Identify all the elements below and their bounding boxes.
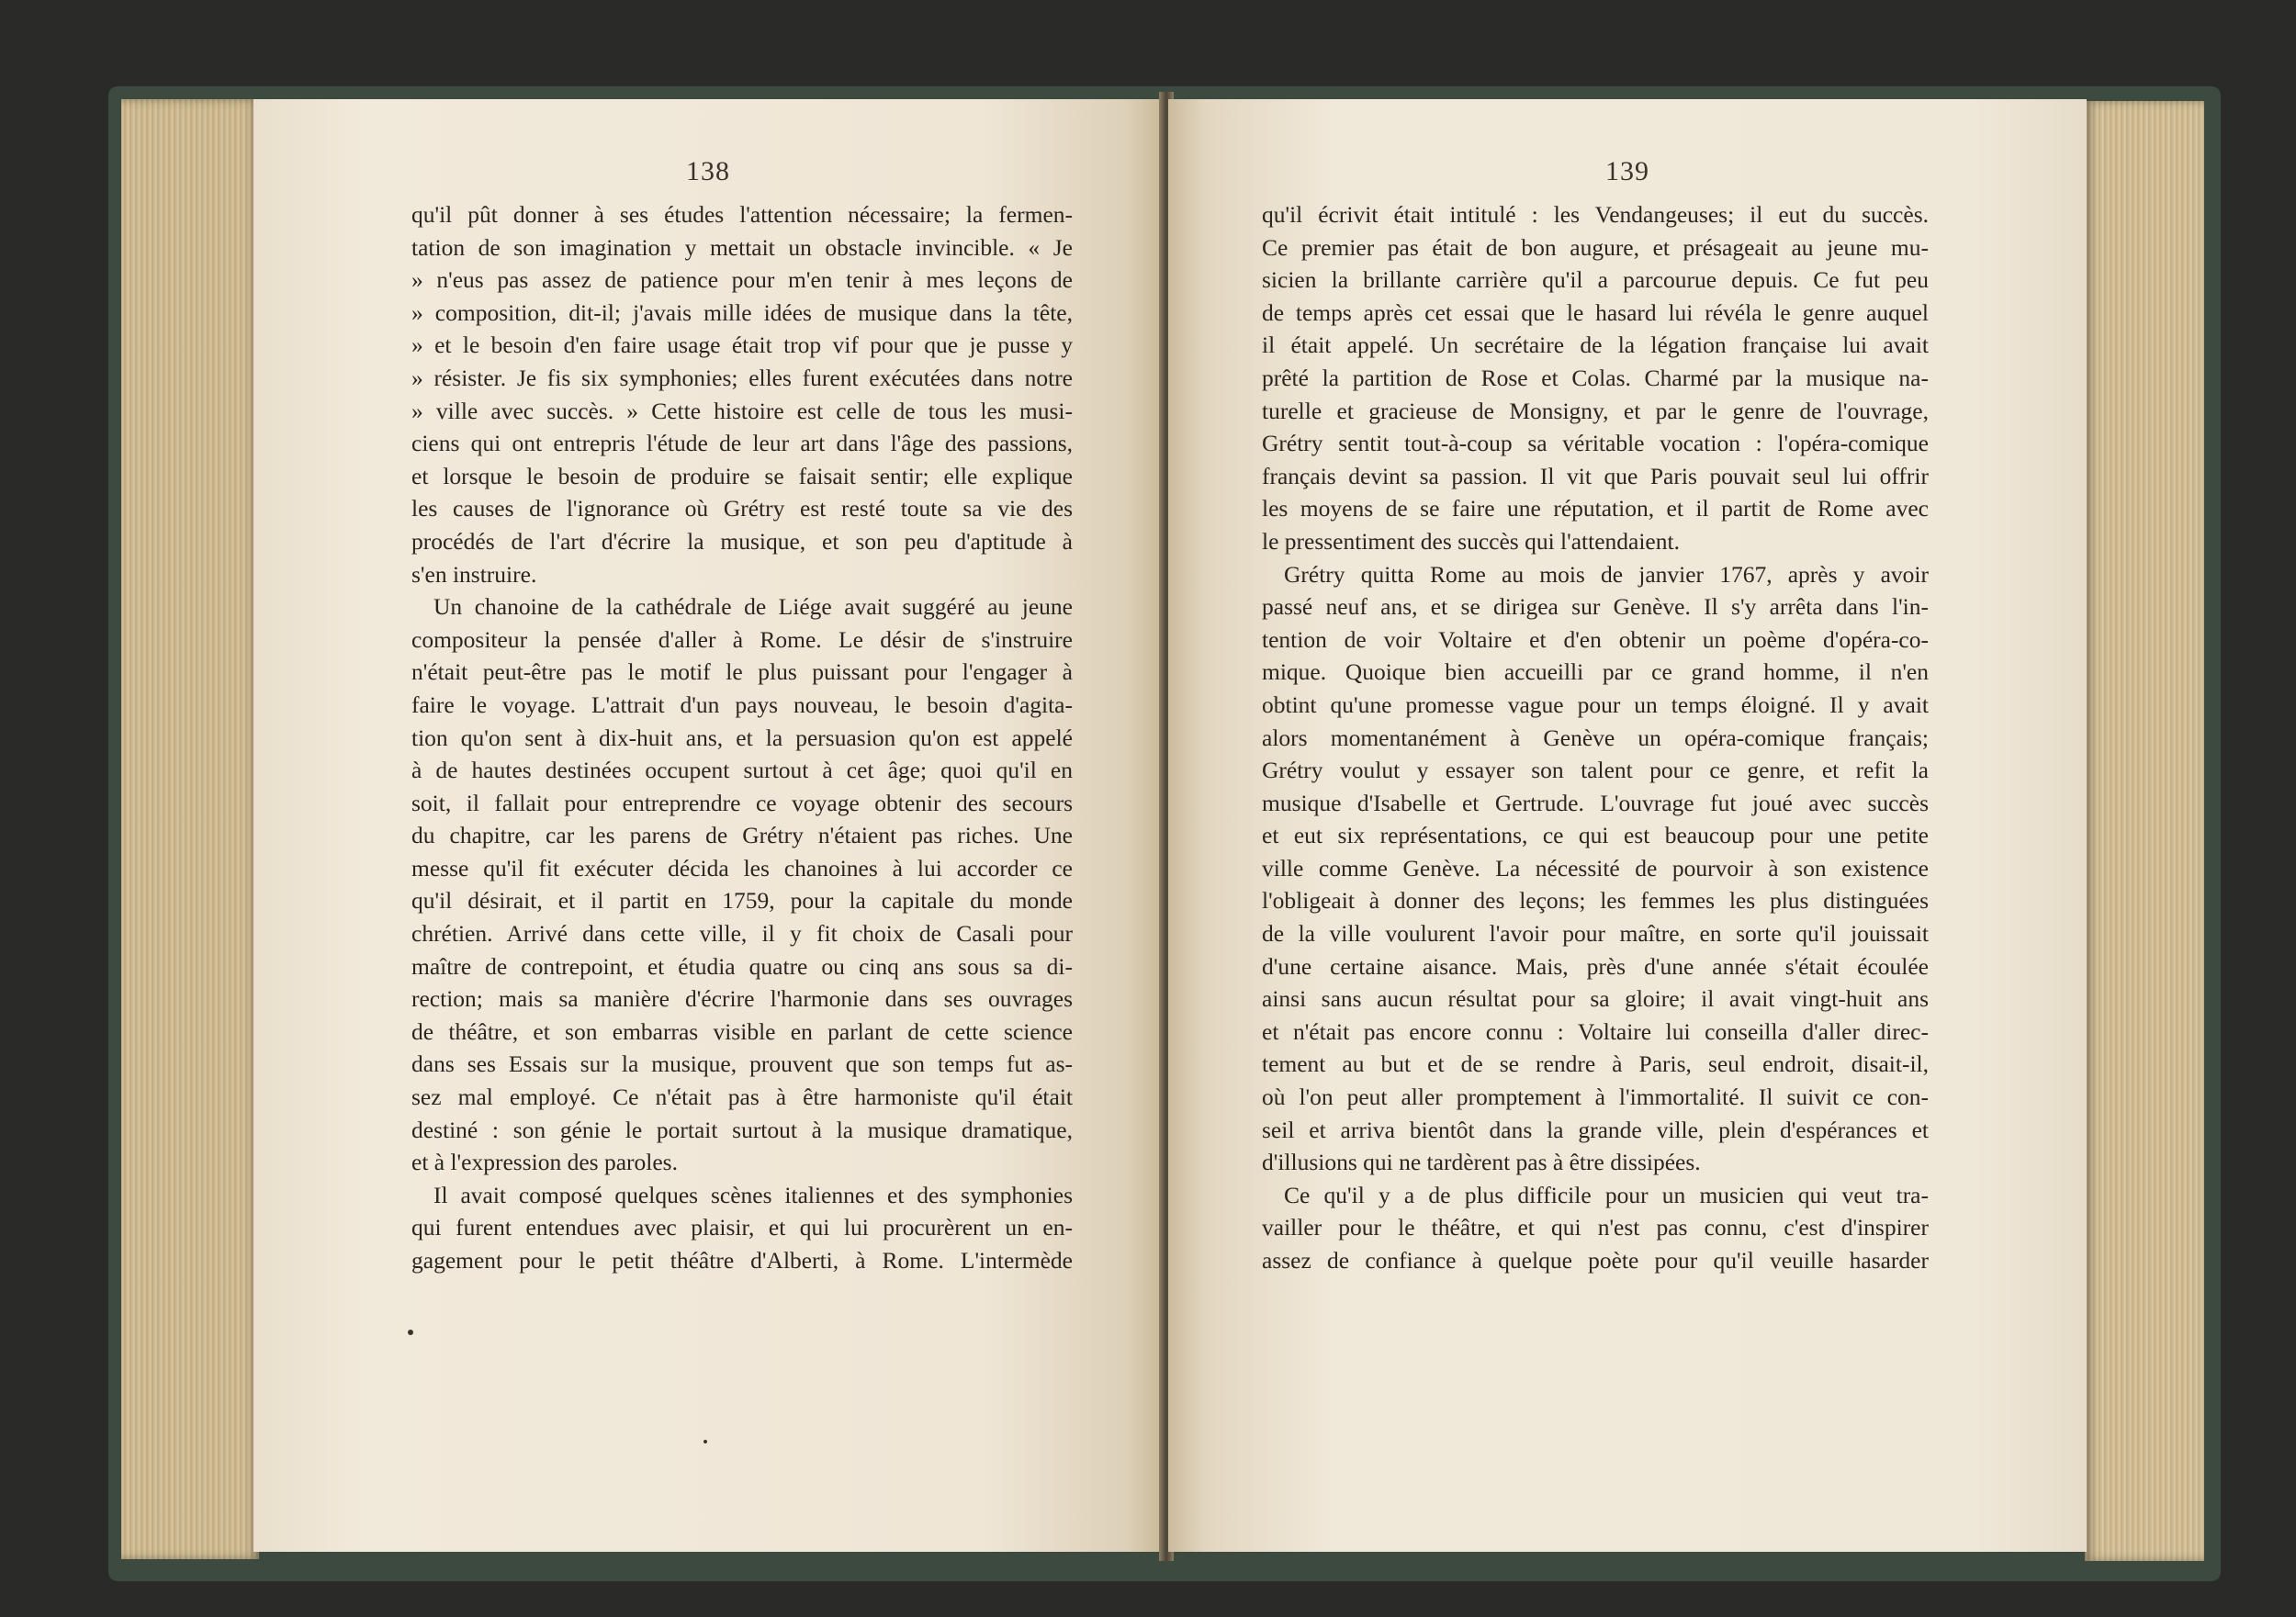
text-line: » résister. Je fis six symphonies; elles furent exécutées dans notre: [411, 364, 1073, 391]
text-line: qu'il désirait, et il partit en 1759, pour la capitale du monde: [411, 887, 1073, 915]
text-line: n'était peut-être pas le motif le plus puissant pour l'engager à: [411, 658, 1073, 686]
right-page: [1168, 99, 2087, 1552]
text-line: qu'il écrivit était intitulé : les Vendangeuses; il eut du succès.: [1262, 201, 1929, 228]
left-page-text: [411, 198, 1073, 1277]
right-page-text: [1262, 198, 1929, 1277]
text-line: qu'il pût donner à ses études l'attention nécessaire; la fermen-: [411, 201, 1073, 228]
text-line: messe qu'il fit exécuter décida les chanoines à lui accorder ce: [411, 854, 1073, 881]
text-line: musique d'Isabelle et Gertrude. L'ouvrage fut joué avec succès: [1262, 789, 1929, 816]
text-line: qui furent entendues avec plaisir, et qui lui procurèrent un en-: [411, 1214, 1073, 1241]
text-line: tation de son imagination y mettait un obstacle invincible. « Je: [411, 233, 1073, 261]
text-line: destiné : son génie le portait surtout à la musique dramatique,: [411, 1116, 1073, 1143]
text-line: d'illusions qui ne tardèrent pas à être dissipées.: [1262, 1149, 1701, 1176]
text-line: gagement pour le petit théâtre d'Alberti, à Rome. L'intermède: [411, 1247, 1073, 1274]
text-line: tention de voir Voltaire et d'en obtenir un poème d'opéra-co-: [1262, 625, 1929, 653]
text-line: à de hautes destinées occupent surtout à cet âge; quoi qu'il en: [411, 757, 1073, 784]
text-line: du chapitre, car les parens de Grétry n'étaient pas riches. Une: [411, 822, 1073, 849]
text-line: passé neuf ans, et se dirigea sur Genève. Il s'y arrêta dans l'in-: [1262, 593, 1929, 621]
text-line: de la ville voulurent l'avoir pour maître, en sorte qu'il jouissait: [1262, 920, 1929, 948]
text-line: il était appelé. Un secrétaire de la légation française lui avait: [1262, 331, 1929, 359]
text-line: » composition, dit-il; j'avais mille idées de musique dans la tête,: [411, 298, 1073, 326]
page-number: 138: [686, 156, 730, 186]
text-line: tion qu'on sent à dix-huit ans, et la persuasion qu'on est appelé: [411, 724, 1073, 751]
text-line: de temps après cet essai que le hasard lui révéla le genre auquel: [1262, 298, 1929, 326]
text-line: dans ses Essais sur la musique, prouvent que son temps fut as-: [411, 1050, 1073, 1078]
text-line: compositeur la pensée d'aller à Rome. Le désir de s'instruire: [411, 625, 1073, 653]
text-line: Ce premier pas était de bon augure, et présageait au jeune mu-: [1262, 233, 1929, 261]
text-line: où l'on peut aller promptement à l'immortalité. Il suivit ce con-: [1262, 1084, 1929, 1111]
text-line: s'en instruire.: [411, 560, 537, 588]
text-line: ville comme Genève. La nécessité de pourvoir à son existence: [1262, 854, 1929, 881]
text-line: Grétry sentit tout-à-coup sa véritable vocation : l'opéra-comique: [1262, 430, 1929, 457]
text-line: faire le voyage. L'attrait d'un pays nouveau, le besoin d'agita-: [411, 691, 1073, 718]
text-line: Il avait composé quelques scènes italiennes et des symphonies: [433, 1181, 1073, 1208]
text-line: Grétry quitta Rome au mois de janvier 1767, après y avoir: [1284, 560, 1929, 588]
text-line: ainsi sans aucun résultat pour sa gloire; il avait vingt-huit ans: [1262, 985, 1929, 1013]
ink-speck: [703, 1440, 707, 1443]
text-line: français devint sa passion. Il vit que Paris pouvait seul lui offrir: [1262, 462, 1929, 489]
text-line: et lorsque le besoin de produire se faisait sentir; elle explique: [411, 462, 1073, 489]
text-line: d'une certaine aisance. Mais, près d'une année s'était écoulée: [1262, 952, 1929, 980]
left-page-edges: [121, 99, 259, 1559]
right-page-edges: [2085, 101, 2204, 1561]
text-line: procédés de l'art d'écrire la musique, et son peu d'aptitude à: [411, 527, 1073, 555]
text-line: turelle et gracieuse de Monsigny, et par le genre de l'ouvrage,: [1262, 397, 1929, 424]
text-line: et à l'expression des paroles.: [411, 1149, 678, 1176]
ink-speck: [408, 1330, 413, 1335]
text-line: l'obligeait à donner des leçons; les femmes les plus distinguées: [1262, 887, 1929, 915]
text-line: de théâtre, et son embarras visible en parlant de cette science: [411, 1017, 1073, 1045]
left-page: [253, 99, 1163, 1552]
text-line: chrétien. Arrivé dans cette ville, il y fit choix de Casali pour: [411, 920, 1073, 948]
text-line: » ville avec succès. » Cette histoire est celle de tous les musi-: [411, 397, 1073, 424]
text-line: Ce qu'il y a de plus difficile pour un musicien qui veut tra-: [1284, 1181, 1929, 1208]
text-line: sicien la brillante carrière qu'il a parcourue depuis. Ce fut peu: [1262, 266, 1929, 294]
text-line: et eut six représentations, ce qui est beaucoup pour une petite: [1262, 822, 1929, 849]
text-line: prêté la partition de Rose et Colas. Charmé par la musique na-: [1262, 364, 1929, 391]
text-line: ciens qui ont entrepris l'étude de leur art dans l'âge des passions,: [411, 430, 1073, 457]
text-line: le pressentiment des succès qui l'attendaient.: [1262, 527, 1680, 555]
text-line: Un chanoine de la cathédrale de Liége avait suggéré au jeune: [433, 593, 1073, 621]
text-line: obtint qu'une promesse vague pour un temps éloigné. Il y avait: [1262, 691, 1929, 718]
text-line: rection; mais sa manière d'écrire l'harmonie dans ses ouvrages: [411, 985, 1073, 1013]
text-line: seil et arriva bientôt dans la grande ville, plein d'espérances et: [1262, 1116, 1929, 1143]
text-line: Grétry voulut y essayer son talent pour ce genre, et refit la: [1262, 757, 1929, 784]
text-line: les moyens de se faire une réputation, et il partit de Rome avec: [1262, 495, 1929, 522]
text-line: soit, il fallait pour entreprendre ce voyage obtenir des secours: [411, 789, 1073, 816]
text-line: assez de confiance à quelque poète pour qu'il veuille hasarder: [1262, 1247, 1929, 1274]
text-line: » et le besoin d'en faire usage était trop vif pour que je pusse y: [411, 331, 1073, 359]
text-line: alors momentanément à Genève un opéra-comique français;: [1262, 724, 1929, 751]
text-line: les causes de l'ignorance où Grétry est resté toute sa vie des: [411, 495, 1073, 522]
text-line: mique. Quoique bien accueilli par ce grand homme, il n'en: [1262, 658, 1929, 686]
text-line: et n'était pas encore connu : Voltaire lui conseilla d'aller direc-: [1262, 1017, 1929, 1045]
text-line: tement au but et de se rendre à Paris, seul endroit, disait-il,: [1262, 1050, 1929, 1078]
text-line: vailler pour le théâtre, et qui n'est pas connu, c'est d'inspirer: [1262, 1214, 1929, 1241]
text-line: maître de contrepoint, et étudia quatre ou cinq ans sous sa di-: [411, 952, 1073, 980]
text-line: » n'eus pas assez de patience pour m'en tenir à mes leçons de: [411, 266, 1073, 294]
page-number: 139: [1605, 156, 1649, 186]
text-line: sez mal employé. Ce n'était pas à être harmoniste qu'il était: [411, 1084, 1073, 1111]
